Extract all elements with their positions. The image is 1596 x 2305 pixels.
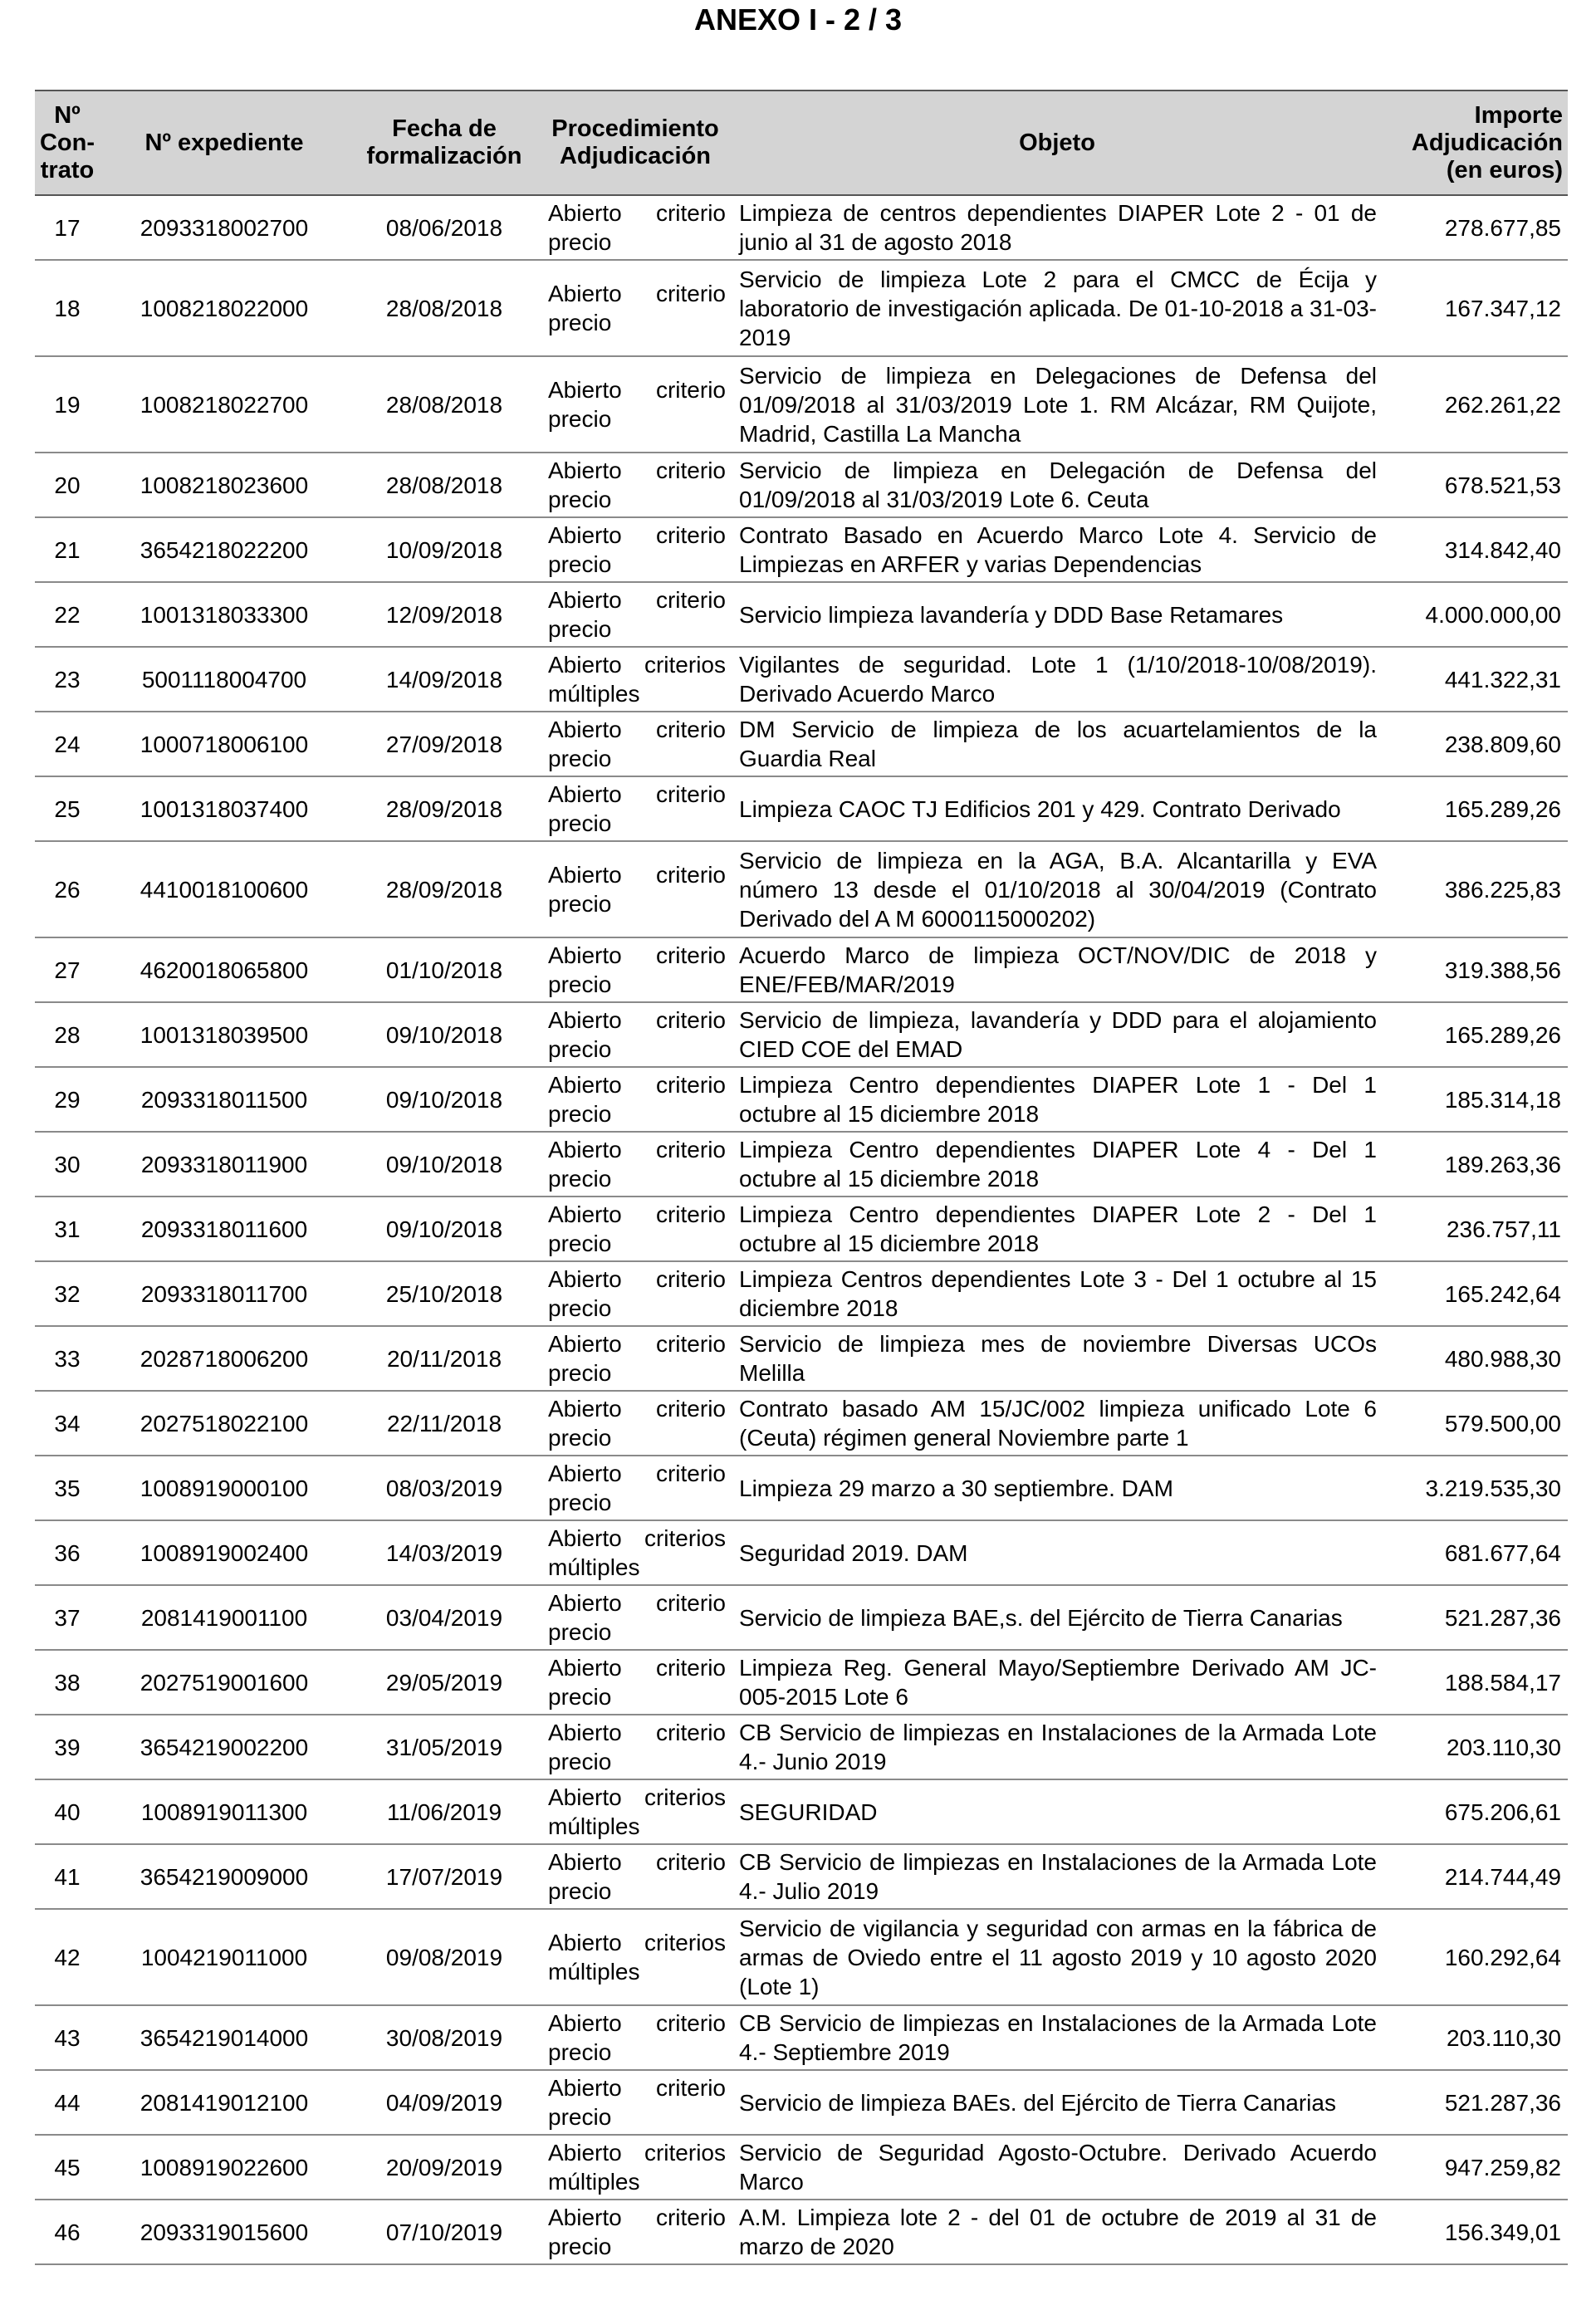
procedure: Abierto criterios múltiples [548, 2140, 726, 2195]
object-description: CB Servicio de limpiezas en Instalaciones de la Armada Lote 4.- Septiembre 2019 [739, 2010, 1377, 2065]
contract-number: 42 [54, 1944, 81, 1970]
award-amount: 314.842,40 [1444, 536, 1561, 563]
object-description: Servicio de limpieza en Delegaciones de Defensa del 01/09/2018 al 31/03/2019 Lote 1. RM Alcázar, RM Quijote, Madrid, Castilla La Mancha [739, 362, 1377, 447]
table-row [35, 517, 1568, 582]
expediente-number: 1008919011300 [140, 1798, 308, 1825]
expediente-number: 1004219011000 [140, 1944, 308, 1970]
formalization-date: 30/08/2019 [385, 2024, 503, 2051]
contract-number: 41 [54, 1863, 81, 1890]
table-row [35, 1844, 1568, 1909]
award-amount: 203.110,30 [1446, 2024, 1561, 2051]
award-amount: 675.206,61 [1444, 1798, 1561, 1825]
object-description: Limpieza Centro dependientes DIAPER Lote 4 - Del 1 octubre al 15 diciembre 2018 [739, 1137, 1377, 1192]
procedure: Abierto criterio precio [548, 717, 726, 771]
table-row [35, 356, 1568, 453]
table-row [35, 1779, 1568, 1844]
procedure: Abierto criterio precio [548, 1590, 726, 1645]
procedure: Abierto criterio precio [548, 1072, 726, 1127]
expediente-number: 2028718006200 [140, 1345, 309, 1372]
award-amount: 441.322,31 [1444, 666, 1561, 692]
expediente-number: 3654219014000 [140, 2024, 309, 2051]
procedure: Abierto criterio precio [548, 1137, 726, 1192]
object-description: Servicio de limpieza en la AGA, B.A. Alcantarilla y EVA número 13 desde el 01/10/2018 al 30/04/2019 (Contrato Derivado del A M 6000115000202) [739, 847, 1377, 932]
award-amount: 278.677,85 [1444, 214, 1561, 241]
procedure: Abierto criterio precio [548, 281, 726, 335]
formalization-date: 08/06/2018 [385, 214, 503, 241]
table-row [35, 1132, 1568, 1197]
expediente-number: 1001318039500 [140, 1021, 309, 1048]
procedure: Abierto criterio precio [548, 2010, 726, 2065]
table-row [35, 582, 1568, 647]
formalization-date: 08/03/2019 [385, 1475, 503, 1501]
page-title: ANEXO I - 2 / 3 [693, 2, 903, 37]
expediente-number: 1008919022600 [140, 2154, 309, 2180]
contract-number: 25 [54, 795, 81, 822]
expediente-number: 1001318033300 [140, 601, 309, 628]
expediente-number: 2093318011700 [140, 1280, 308, 1307]
object-description: Servicio de Seguridad Agosto-Octubre. Derivado Acuerdo Marco [739, 2140, 1377, 2195]
formalization-date: 27/09/2018 [385, 731, 503, 757]
award-amount: 480.988,30 [1444, 1345, 1561, 1372]
procedure: Abierto criterio precio [548, 1201, 726, 1256]
procedure: Abierto criterios múltiples [548, 1525, 726, 1580]
expediente-number: 1008218022000 [140, 295, 309, 321]
award-amount: 238.809,60 [1444, 731, 1561, 757]
table-row [35, 1261, 1568, 1326]
formalization-date: 17/07/2019 [385, 1863, 503, 1890]
expediente-number: 2093318011600 [140, 1216, 308, 1242]
expediente-number: 2081419012100 [140, 2089, 309, 2116]
header-objeto: Objeto [1019, 129, 1095, 156]
award-amount: 185.314,18 [1444, 1086, 1561, 1113]
expediente-number: 4620018065800 [140, 957, 309, 983]
procedure: Abierto criterio precio [548, 200, 726, 255]
contract-number: 32 [54, 1280, 81, 1307]
award-amount: 386.225,83 [1444, 876, 1561, 903]
formalization-date: 09/10/2018 [385, 1216, 503, 1242]
object-description: CB Servicio de limpiezas en Instalaciones de la Armada Lote 4.- Junio 2019 [739, 1720, 1377, 1774]
contract-number: 26 [54, 876, 81, 903]
procedure: Abierto criterio precio [548, 1720, 726, 1774]
procedure: Abierto criterio precio [548, 1007, 726, 1062]
contract-number: 36 [54, 1539, 81, 1566]
formalization-date: 25/10/2018 [385, 1280, 503, 1307]
table-row [35, 1715, 1568, 1779]
table-header-row [35, 91, 1568, 195]
award-amount: 189.263,36 [1444, 1151, 1561, 1177]
contract-number: 38 [54, 1669, 81, 1696]
expediente-number: 3654219009000 [140, 1863, 309, 1890]
formalization-date: 29/05/2019 [385, 1669, 503, 1696]
procedure: Abierto criterio precio [548, 587, 726, 642]
object-description: A.M. Limpieza lote 2 - del 01 de octubre de 2019 al 31 de marzo de 2020 [739, 2205, 1377, 2259]
contract-number: 20 [54, 472, 81, 498]
expediente-number: 2093318011500 [140, 1086, 308, 1113]
procedure: Abierto criterios múltiples [548, 652, 726, 707]
table-row [35, 2200, 1568, 2264]
object-description: DM Servicio de limpieza de los acuartelamientos de la Guardia Real [739, 717, 1377, 771]
object-description: Servicio de limpieza en Delegación de Defensa del 01/09/2018 al 31/03/2019 Lote 6. Ceuta [739, 458, 1377, 512]
object-description: Servicio limpieza lavandería y DDD Base Retamares [739, 601, 1284, 628]
award-amount: 678.521,53 [1444, 472, 1561, 498]
formalization-date: 09/10/2018 [385, 1021, 503, 1048]
procedure: Abierto criterio precio [548, 2075, 726, 2130]
award-amount: 262.261,22 [1444, 391, 1561, 418]
award-amount: 203.110,30 [1446, 1734, 1561, 1760]
award-amount: 319.388,56 [1444, 957, 1561, 983]
table-row [35, 937, 1568, 1002]
formalization-date: 14/09/2018 [385, 666, 503, 692]
award-amount: 521.287,36 [1444, 1604, 1561, 1631]
object-description: Limpieza Reg. General Mayo/Septiembre Derivado AM JC-005-2015 Lote 6 [739, 1655, 1377, 1710]
header-procedimiento: Procedimiento Adjudicación [551, 115, 719, 169]
award-amount: 160.292,64 [1444, 1944, 1561, 1970]
procedure: Abierto criterio precio [548, 1655, 726, 1710]
procedure: Abierto criterio precio [548, 458, 726, 512]
table-row [35, 1456, 1568, 1520]
formalization-date: 28/09/2018 [385, 795, 503, 822]
header-fecha: Fecha de formalización [366, 115, 522, 169]
expediente-number: 2093318002700 [140, 214, 309, 241]
expediente-number: 4410018100600 [140, 876, 309, 903]
formalization-date: 14/03/2019 [385, 1539, 503, 1566]
object-description: Seguridad 2019. DAM [739, 1539, 968, 1566]
contract-number: 35 [54, 1475, 81, 1501]
award-amount: 165.242,64 [1444, 1280, 1561, 1307]
procedure: Abierto criterio precio [548, 1461, 726, 1515]
table-row [35, 1520, 1568, 1585]
formalization-date: 20/11/2018 [386, 1345, 502, 1372]
object-description: Limpieza Centros dependientes Lote 3 - Del 1 octubre al 15 diciembre 2018 [739, 1266, 1377, 1321]
object-description: Limpieza de centros dependientes DIAPER Lote 2 - 01 de junio al 31 de agosto 2018 [739, 200, 1377, 255]
formalization-date: 01/10/2018 [385, 957, 503, 983]
contract-number: 30 [54, 1151, 81, 1177]
award-amount: 165.289,26 [1444, 795, 1561, 822]
header-expediente: Nº expediente [144, 129, 304, 156]
award-amount: 165.289,26 [1444, 1021, 1561, 1048]
expediente-number: 2027519001600 [140, 1669, 309, 1696]
award-amount: 167.347,12 [1444, 295, 1561, 321]
object-description: Servicio de limpieza BAE,s. del Ejército de Tierra Canarias [739, 1604, 1343, 1631]
contract-number: 39 [54, 1734, 81, 1760]
contract-number: 31 [54, 1216, 81, 1242]
table-row [35, 1391, 1568, 1456]
procedure: Abierto criterio precio [548, 1266, 726, 1321]
object-description: Contrato Basado en Acuerdo Marco Lote 4. Servicio de Limpiezas en ARFER y varias Dependencias [739, 522, 1377, 577]
formalization-date: 09/08/2019 [385, 1944, 503, 1970]
contract-number: 17 [54, 214, 81, 241]
contract-number: 18 [54, 295, 81, 321]
expediente-number: 1008919002400 [140, 1539, 309, 1566]
award-amount: 947.259,82 [1444, 2154, 1561, 2180]
table-row [35, 1197, 1568, 1261]
table-row [35, 776, 1568, 841]
contract-number: 33 [54, 1345, 81, 1372]
object-description: Limpieza Centro dependientes DIAPER Lote 1 - Del 1 octubre al 15 diciembre 2018 [739, 1072, 1377, 1127]
formalization-date: 28/08/2018 [385, 295, 503, 321]
expediente-number: 2093318011900 [140, 1151, 308, 1177]
formalization-date: 11/06/2019 [386, 1798, 502, 1825]
procedure: Abierto criterio precio [548, 1849, 726, 1904]
object-description: Acuerdo Marco de limpieza OCT/NOV/DIC de 2018 y ENE/FEB/MAR/2019 [739, 942, 1377, 997]
contract-number: 43 [54, 2024, 81, 2051]
contract-number: 45 [54, 2154, 81, 2180]
procedure: Abierto criterio precio [548, 862, 726, 917]
formalization-date: 28/08/2018 [385, 391, 503, 418]
table-row [35, 1585, 1568, 1650]
table-row [35, 453, 1568, 517]
award-amount: 681.677,64 [1444, 1539, 1561, 1566]
formalization-date: 22/11/2018 [386, 1410, 502, 1436]
contract-number: 27 [54, 957, 81, 983]
object-description: Servicio de limpieza BAEs. del Ejército de Tierra Canarias [739, 2089, 1336, 2116]
contracts-table [35, 90, 1568, 2265]
contract-number: 34 [54, 1410, 81, 1436]
expediente-number: 3654219002200 [140, 1734, 309, 1760]
object-description: Servicio de limpieza Lote 2 para el CMCC de Écija y laboratorio de investigación aplicada. De 01-10-2018 a 31-03-2019 [739, 266, 1377, 350]
table-row [35, 260, 1568, 356]
table-row [35, 1002, 1568, 1067]
expediente-number: 2093319015600 [140, 2219, 309, 2245]
procedure: Abierto criterio precio [548, 522, 726, 577]
formalization-date: 31/05/2019 [385, 1734, 503, 1760]
object-description: Limpieza CAOC TJ Edificios 201 y 429. Contrato Derivado [739, 795, 1341, 822]
procedure: Abierto criterio precio [548, 2205, 726, 2259]
formalization-date: 20/09/2019 [385, 2154, 503, 2180]
table-row [35, 195, 1568, 260]
procedure: Abierto criterio precio [548, 942, 726, 997]
formalization-date: 09/10/2018 [385, 1151, 503, 1177]
expediente-number: 1008919000100 [140, 1475, 309, 1501]
award-amount: 3.219.535,30 [1425, 1475, 1561, 1501]
table-row [35, 2005, 1568, 2070]
contract-number: 21 [54, 536, 81, 563]
expediente-number: 1001318037400 [140, 795, 309, 822]
contract-number: 19 [54, 391, 81, 418]
table-row [35, 647, 1568, 712]
table-row [35, 2135, 1568, 2200]
contract-number: 40 [54, 1798, 81, 1825]
expediente-number: 3654218022200 [140, 536, 309, 563]
header-numero: Nº Con-trato [39, 101, 95, 184]
procedure: Abierto criterios múltiples [548, 1784, 726, 1839]
award-amount: 521.287,36 [1444, 2089, 1561, 2116]
award-amount: 214.744,49 [1444, 1863, 1561, 1890]
object-description: SEGURIDAD [739, 1798, 878, 1825]
expediente-number: 2081419001100 [140, 1604, 308, 1631]
formalization-date: 04/09/2019 [385, 2089, 503, 2116]
procedure: Abierto criterio precio [548, 377, 726, 432]
formalization-date: 10/09/2018 [385, 536, 503, 563]
expediente-number: 5001118004700 [141, 666, 307, 692]
procedure: Abierto criterio precio [548, 781, 726, 836]
contract-number: 44 [54, 2089, 81, 2116]
contract-number: 37 [54, 1604, 81, 1631]
header-importe: Importe Adjudicación (en euros) [1411, 101, 1563, 184]
procedure: Abierto criterio precio [548, 1331, 726, 1386]
object-description: Limpieza Centro dependientes DIAPER Lote 2 - Del 1 octubre al 15 diciembre 2018 [739, 1201, 1377, 1256]
contract-number: 24 [54, 731, 81, 757]
formalization-date: 09/10/2018 [385, 1086, 503, 1113]
table-row [35, 841, 1568, 937]
table-row [35, 1909, 1568, 2005]
award-amount: 188.584,17 [1444, 1669, 1561, 1696]
object-description: Limpieza 29 marzo a 30 septiembre. DAM [739, 1475, 1173, 1501]
contract-number: 29 [54, 1086, 81, 1113]
table-row [35, 2070, 1568, 2135]
table-row [35, 712, 1568, 776]
contract-number: 22 [54, 601, 81, 628]
table-row [35, 1067, 1568, 1132]
procedure: Abierto criterio precio [548, 1396, 726, 1451]
contract-number: 23 [54, 666, 81, 692]
object-description: Contrato basado AM 15/JC/002 limpieza unificado Lote 6 (Ceuta) régimen general Noviembre parte 1 [739, 1396, 1377, 1451]
formalization-date: 12/09/2018 [385, 601, 503, 628]
expediente-number: 1008218023600 [140, 472, 309, 498]
table-row [35, 1326, 1568, 1391]
award-amount: 156.349,01 [1444, 2219, 1561, 2245]
formalization-date: 03/04/2019 [385, 1604, 503, 1631]
table-row [35, 1650, 1568, 1715]
procedure: Abierto criterios múltiples [548, 1930, 726, 1984]
object-description: Servicio de vigilancia y seguridad con armas en la fábrica de armas de Oviedo entre el 11 agosto 2019 y 10 agosto 2020 (Lote 1) [739, 1915, 1377, 1999]
award-amount: 236.757,11 [1446, 1216, 1561, 1242]
expediente-number: 1008218022700 [140, 391, 309, 418]
contract-number: 46 [54, 2219, 81, 2245]
object-description: CB Servicio de limpiezas en Instalaciones de la Armada Lote 4.- Julio 2019 [739, 1849, 1377, 1904]
object-description: Servicio de limpieza mes de noviembre Diversas UCOs Melilla [739, 1331, 1377, 1386]
formalization-date: 28/09/2018 [385, 876, 503, 903]
award-amount: 4.000.000,00 [1425, 601, 1561, 628]
expediente-number: 1000718006100 [140, 731, 309, 757]
formalization-date: 07/10/2019 [385, 2219, 503, 2245]
expediente-number: 2027518022100 [140, 1410, 309, 1436]
object-description: Vigilantes de seguridad. Lote 1 (1/10/2018-10/08/2019). Derivado Acuerdo Marco [739, 652, 1377, 707]
award-amount: 579.500,00 [1444, 1410, 1561, 1436]
object-description: Servicio de limpieza, lavandería y DDD para el alojamiento CIED COE del EMAD [739, 1007, 1377, 1062]
formalization-date: 28/08/2018 [385, 472, 503, 498]
contract-number: 28 [54, 1021, 81, 1048]
